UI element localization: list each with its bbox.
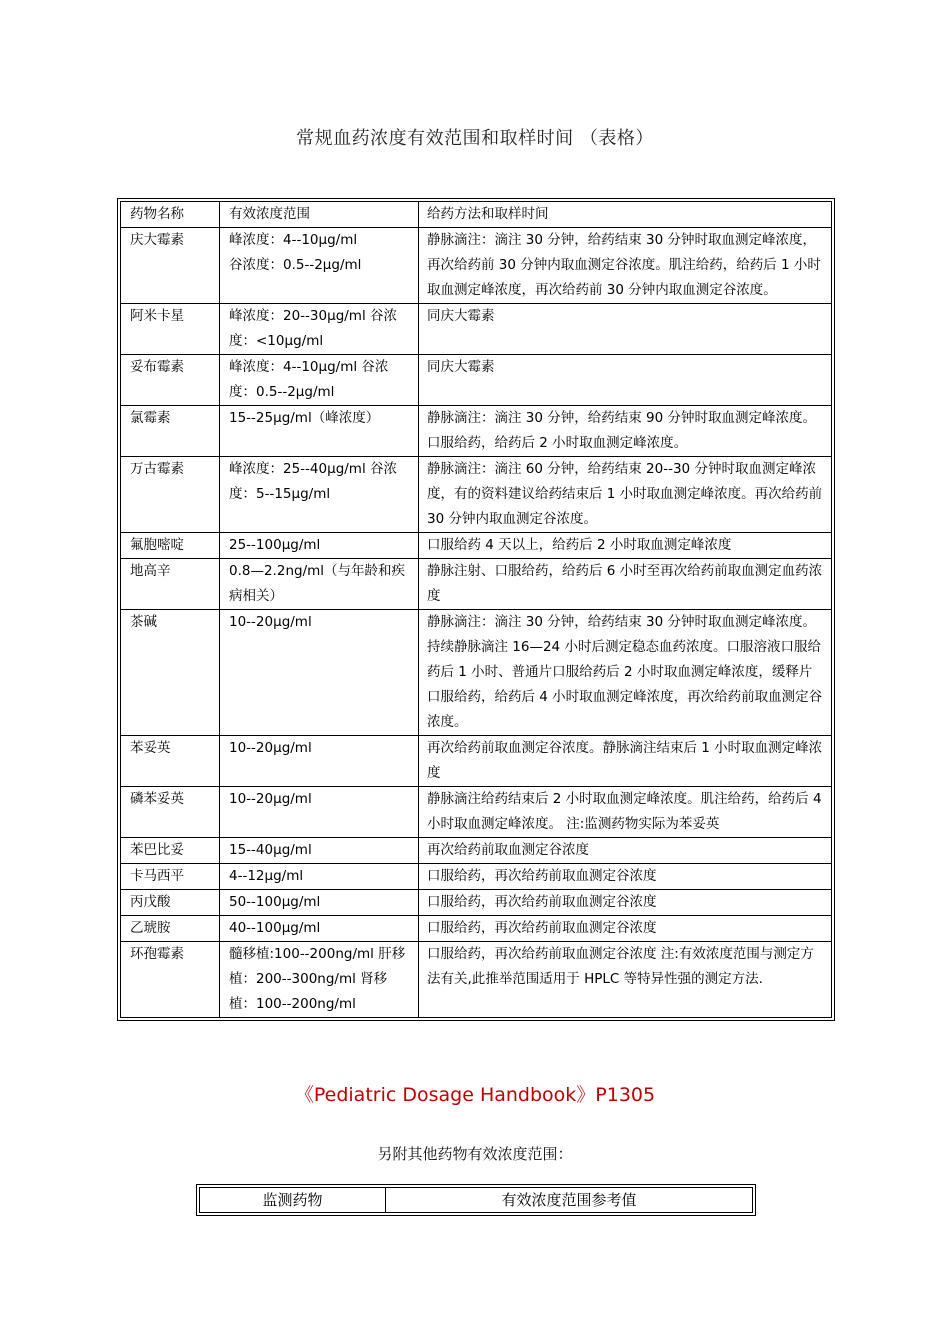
method-sampling-cell: 静脉注射、口服给药，给药后 6 小时至再次给药前取血测定血药浓度 [419, 559, 832, 610]
header-drug-name: 药物名称 [121, 202, 220, 228]
drug-name-cell: 苯妥英 [121, 736, 220, 787]
method-sampling-cell: 静脉滴注：滴注 30 分钟，给药结束 30 分钟时取血测定峰浓度。持续静脉滴注 16—24 小时后测定稳态血药浓度。口服溶液口服给药后 1 小时、普通片口服给药后 2 小时取血测定峰浓度，缓释片口服给药，给药后 4 小时取血测定峰浓度，再次给药前取血测定谷浓度。 [419, 610, 832, 736]
effective-range-cell: 25--100μg/ml [220, 533, 419, 559]
effective-range-cell: 10--20μg/ml [220, 787, 419, 838]
effective-range-cell: 10--20μg/ml [220, 736, 419, 787]
table-row [121, 942, 832, 1018]
method-sampling-cell: 静脉滴注给药结束后 2 小时取血测定峰浓度。肌注给药，给药后 4 小时取血测定峰浓度。 注:监测药物实际为苯妥英 [419, 787, 832, 838]
drug-name-cell: 苯巴比妥 [121, 838, 220, 864]
other-drugs-table [199, 1187, 753, 1213]
table-row [121, 304, 832, 355]
table-row [121, 457, 832, 533]
table-row [121, 736, 832, 787]
drug-name-cell: 氯霉素 [121, 406, 220, 457]
drug-name-cell: 磷苯妥英 [121, 787, 220, 838]
effective-range-cell: 峰浓度：25--40μg/ml 谷浓度：5--15μg/ml [220, 457, 419, 533]
reference-citation: 《Pediatric Dosage Handbook》P1305 [294, 1084, 656, 1106]
effective-range-cell: 0.8—2.2ng/ml（与年龄和疾病相关） [220, 559, 419, 610]
effective-range-cell: 峰浓度：4--10μg/ml 谷浓度：0.5--2μg/ml [220, 355, 419, 406]
table-row [121, 916, 832, 942]
effective-range-cell: 峰浓度：4--10μg/ml 谷浓度：0.5--2μg/ml [220, 228, 419, 304]
header-reference-range: 有效浓度范围参考值 [386, 1188, 753, 1213]
table-row [121, 890, 832, 916]
method-sampling-cell: 同庆大霉素 [419, 304, 832, 355]
method-sampling-cell: 口服给药，再次给药前取血测定谷浓度 [419, 890, 832, 916]
method-sampling-cell: 静脉滴注：滴注 30 分钟，给药结束 90 分钟时取血测定峰浓度。口服给药，给药后 2 小时取血测定峰浓度。 [419, 406, 832, 457]
main-table-frame [117, 198, 835, 1021]
document-title: 常规血药浓度有效范围和取样时间 （表格） [296, 128, 654, 149]
ref-table-frame [196, 1184, 756, 1216]
header-effective-range: 有效浓度范围 [220, 202, 419, 228]
table-row [121, 533, 832, 559]
table-row [121, 864, 832, 890]
method-sampling-cell: 口服给药，再次给药前取血测定谷浓度 [419, 916, 832, 942]
effective-range-cell: 15--25μg/ml（峰浓度） [220, 406, 419, 457]
method-sampling-cell: 口服给药 4 天以上，给药后 2 小时取血测定峰浓度 [419, 533, 832, 559]
table-row [121, 406, 832, 457]
drug-name-cell: 乙琥胺 [121, 916, 220, 942]
table-row [121, 787, 832, 838]
drug-name-cell: 阿米卡星 [121, 304, 220, 355]
appendix-note: 另附其他药物有效浓度范围： [377, 1145, 573, 1163]
header-monitored-drug: 监测药物 [200, 1188, 386, 1213]
effective-range-cell: 4--12μg/ml [220, 864, 419, 890]
drug-name-cell: 万古霉素 [121, 457, 220, 533]
method-sampling-cell: 静脉滴注：滴注 60 分钟，给药结束 20--30 分钟时取血测定峰浓度，有的资料建议给药结束后 1 小时取血测定峰浓度。再次给药前 30 分钟内取血测定谷浓度。 [419, 457, 832, 533]
drug-name-cell: 环孢霉素 [121, 942, 220, 1018]
method-sampling-cell: 口服给药，再次给药前取血测定谷浓度 注:有效浓度范围与测定方法有关,此推举范围适用于 HPLC 等特异性强的测定方法. [419, 942, 832, 1018]
effective-range-cell: 40--100μg/ml [220, 916, 419, 942]
table-row [121, 610, 832, 736]
drug-name-cell: 妥布霉素 [121, 355, 220, 406]
drug-name-cell: 卡马西平 [121, 864, 220, 890]
drug-concentration-table [120, 201, 832, 1018]
effective-range-cell: 50--100μg/ml [220, 890, 419, 916]
header-method-sampling: 给药方法和取样时间 [419, 202, 832, 228]
effective-range-cell: 10--20μg/ml [220, 610, 419, 736]
table-row [121, 559, 832, 610]
effective-range-cell: 峰浓度：20--30μg/ml 谷浓度：<10μg/ml [220, 304, 419, 355]
drug-name-cell: 茶碱 [121, 610, 220, 736]
table-row [121, 838, 832, 864]
method-sampling-cell: 同庆大霉素 [419, 355, 832, 406]
table-header-row [121, 202, 832, 228]
drug-name-cell: 庆大霉素 [121, 228, 220, 304]
table-row [121, 228, 832, 304]
drug-name-cell: 丙戊酸 [121, 890, 220, 916]
method-sampling-cell: 静脉滴注：滴注 30 分钟，给药结束 30 分钟时取血测定峰浓度，再次给药前 30 分钟内取血测定谷浓度。肌注给药，给药后 1 小时取血测定峰浓度，再次给药前 30 分钟内取血测定谷浓度。 [419, 228, 832, 304]
table-row [121, 355, 832, 406]
drug-name-cell: 氟胞嘧啶 [121, 533, 220, 559]
ref-table-header-row [200, 1188, 753, 1213]
effective-range-cell: 髓移植:100--200ng/ml 肝移植：200--300ng/ml 肾移植：100--200ng/ml [220, 942, 419, 1018]
method-sampling-cell: 再次给药前取血测定谷浓度。静脉滴注结束后 1 小时取血测定峰浓度 [419, 736, 832, 787]
drug-name-cell: 地高辛 [121, 559, 220, 610]
method-sampling-cell: 再次给药前取血测定谷浓度 [419, 838, 832, 864]
effective-range-cell: 15--40μg/ml [220, 838, 419, 864]
method-sampling-cell: 口服给药，再次给药前取血测定谷浓度 [419, 864, 832, 890]
